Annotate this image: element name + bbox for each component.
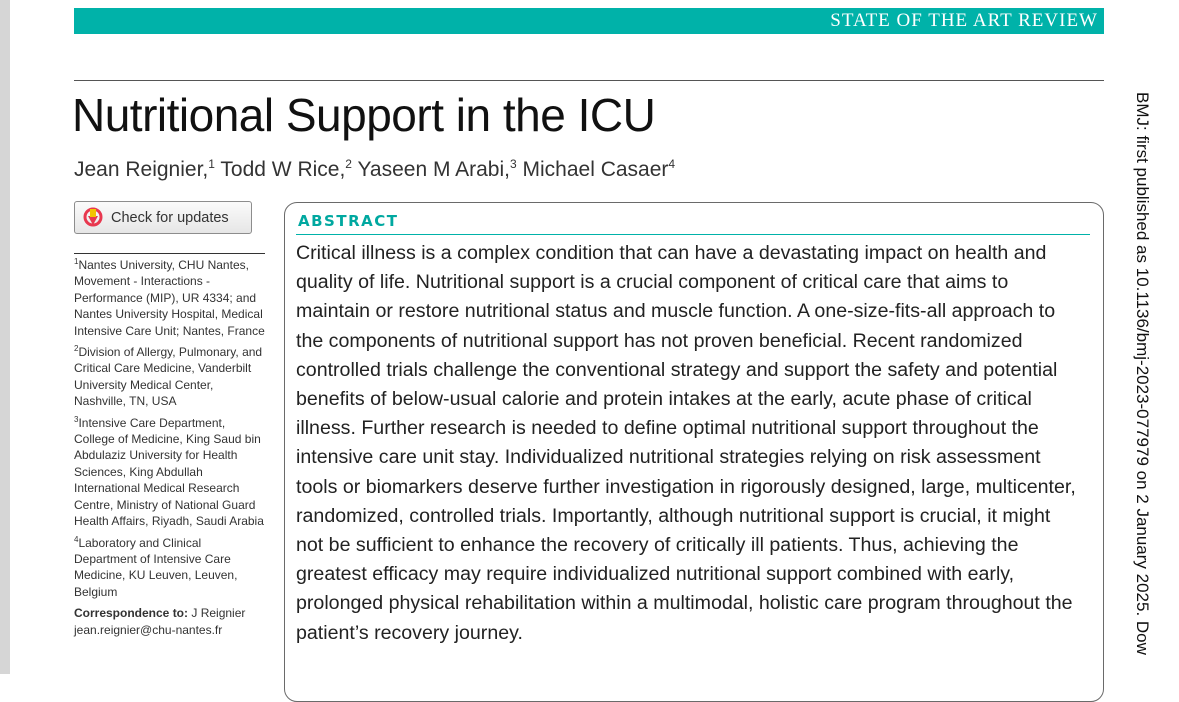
author-name: Yaseen M Arabi, — [357, 158, 510, 181]
affiliation-item — [74, 344, 266, 410]
author-affil-num: 2 — [345, 157, 352, 171]
check-updates-icon — [83, 207, 103, 229]
author-list — [74, 158, 675, 182]
affiliation-text: Division of Allergy, Pulmonary, and Critical Care Medicine, Vanderbilt University Medical Center, Nashville, TN, USA — [74, 345, 263, 409]
affiliation-item — [74, 257, 266, 339]
affiliation-num: 2 — [74, 344, 79, 354]
author-name: Jean Reignier, — [74, 158, 209, 181]
abstract-rule — [296, 234, 1090, 235]
author-name: Michael Casaer — [522, 158, 669, 181]
abstract-text: Critical illness is a complex condition that can have a devastating impact on health and quality of life. Nutritional support is a crucial component of critical care that aims to maintain or restore nutritional status and muscle function. A one-size-fits-all approach to the components of nutritional support has not proven beneficial. Recent randomized controlled trials challenge the conventional strategy and support the safety and potential benefits of below-usual calorie and protein intakes at the early, acute phase of critical illness. Further research is needed to define optimal nutritional support throughout the intensive care unit stay. Individualized nutritional strategies relying on risk assessment tools or biomarkers deserve further investigation in rigorously designed, large, multicenter, randomized, controlled trials. Importantly, although nutritional support is crucial, it might not be sufficient to enhance the recovery of critically ill patients. Thus, achieving the greatest efficacy may require individualized nutritional support combined with early, prolonged physical rehabilitation within a multimodal, holistic care program throughout the patient’s recovery journey. — [296, 242, 1076, 644]
affiliation-num: 3 — [74, 414, 79, 424]
check-for-updates-button[interactable] — [74, 201, 252, 234]
author-affil-num: 1 — [208, 157, 215, 171]
correspondence — [74, 605, 266, 638]
section-banner — [74, 8, 1104, 34]
affiliation-item — [74, 415, 266, 530]
correspondence-name: J Reignier — [191, 606, 246, 621]
title-rule — [74, 80, 1104, 81]
section-label: STATE OF THE ART REVIEW — [830, 10, 1098, 31]
sidebar-rule — [74, 253, 265, 254]
author-affil-num: 4 — [668, 157, 676, 171]
abstract-heading: ABSTRACT — [298, 212, 399, 230]
author-name: Todd W Rice, — [220, 158, 346, 181]
correspondence-label: Correspondence to: — [74, 606, 189, 621]
affiliations — [74, 257, 266, 638]
correspondence-email[interactable]: jean.reignier@chu-nantes.fr — [74, 622, 223, 637]
affiliation-text: Nantes University, CHU Nantes, Movement - Interactions - Performance (MIP), UR 4334; and Nantes University Hospital, Medical Intensive Care Unit; Nantes, France — [74, 258, 265, 338]
article-title: Nutritional Support in the ICU — [72, 89, 656, 141]
author-affil-num: 3 — [509, 157, 517, 171]
check-updates-label: Check for updates — [111, 209, 229, 226]
affiliation-text: Intensive Care Department, College of Medicine, King Saud bin Abdulaziz University for Health Sciences, King Abdullah International Medical Research Centre, Ministry of National Guard Health Affairs, Riyadh, Saudi Arabia — [74, 415, 264, 529]
affiliation-item — [74, 535, 266, 601]
doi-margin-note: BMJ: first published as 10.1136/bmj-2023-077979 on 2 January 2025. Dow — [1133, 92, 1152, 655]
affiliation-num: 1 — [74, 257, 79, 266]
affiliation-num: 4 — [74, 534, 79, 544]
page-edge-shadow — [0, 0, 10, 674]
affiliation-text: Laboratory and Clinical Department of Intensive Care Medicine, KU Leuven, Leuven, Belgium — [74, 535, 238, 599]
